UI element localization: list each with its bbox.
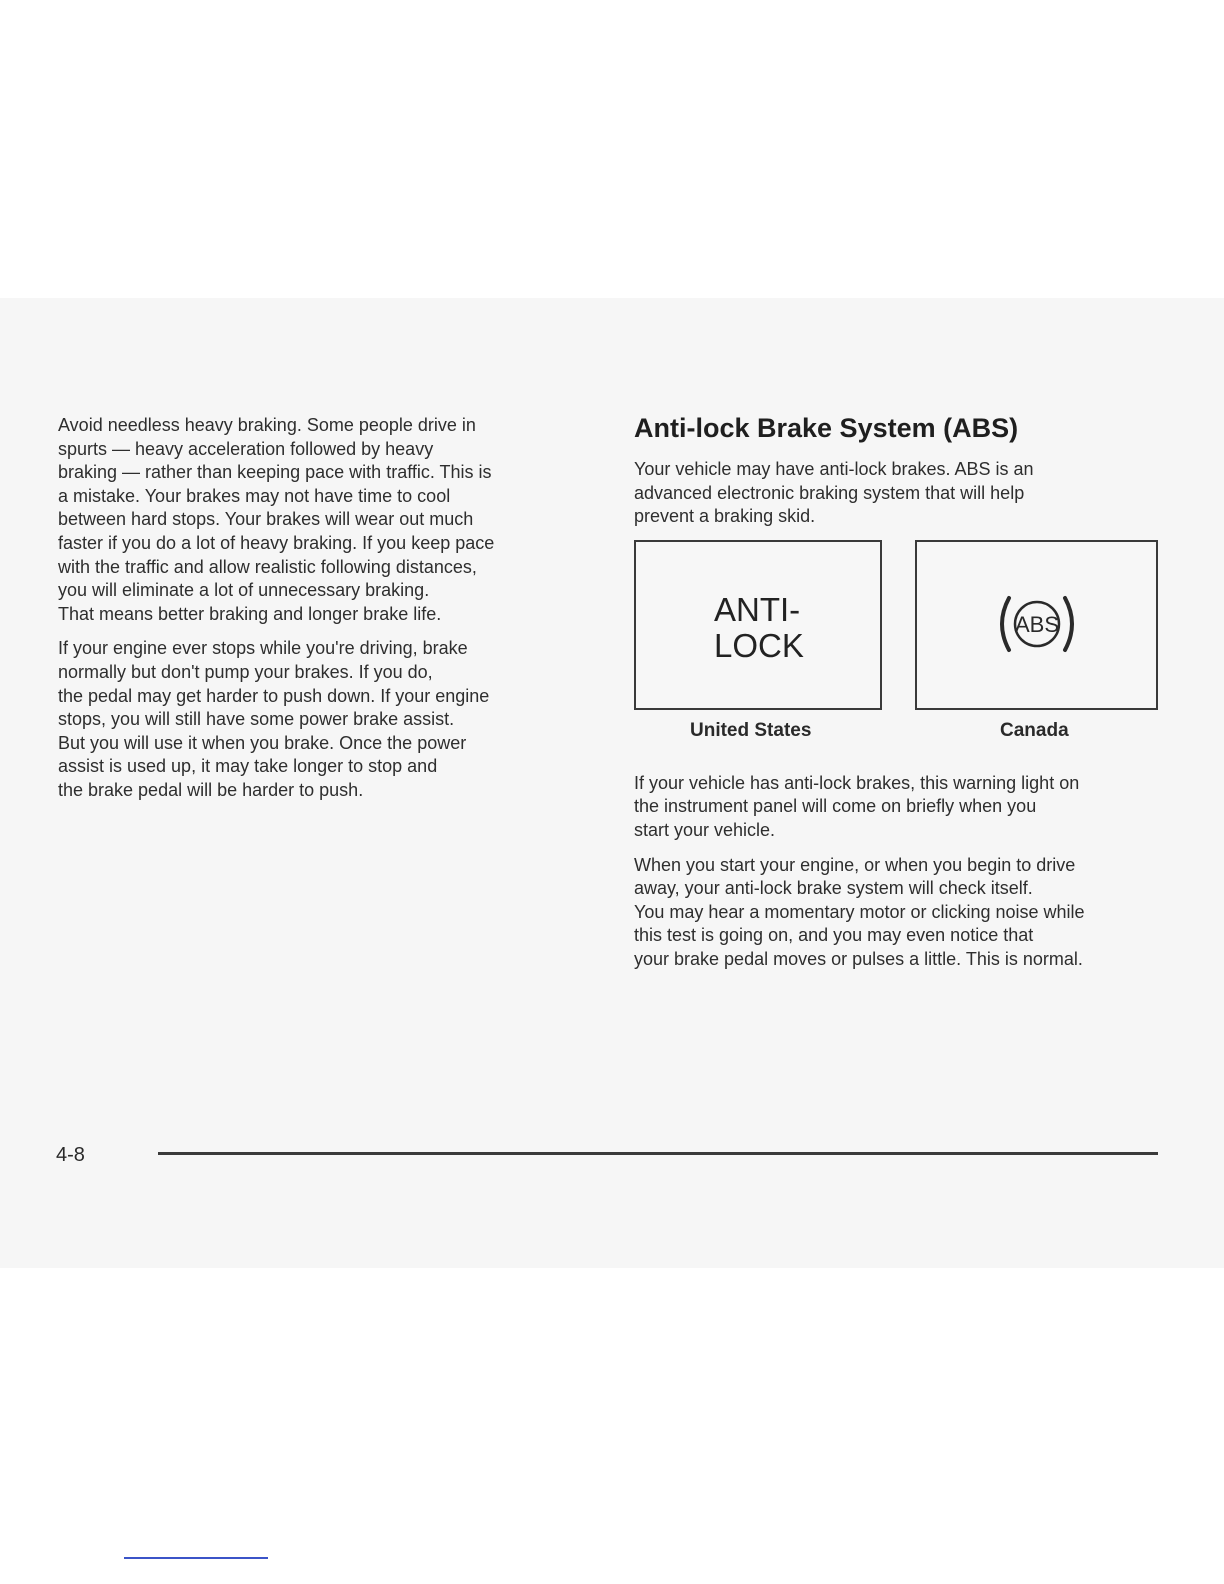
text-line: That means better braking and longer brake life. [58,603,442,624]
text-line: If your vehicle has anti-lock brakes, this warning light on [634,772,1080,793]
text-line: faster if you do a lot of heavy braking. If you keep pace [58,532,495,553]
text-line: you will eliminate a lot of unnecessary braking. [58,580,430,601]
text-line: assist is used up, it may take longer to stop and [58,756,438,777]
text-line: spurts — heavy acceleration followed by heavy [58,438,434,459]
text-line: the pedal may get harder to push down. If your engine [58,685,490,706]
text-line: advanced electronic braking system that will help [634,482,1025,503]
text-line: But you will use it when you brake. Once the power [58,732,467,753]
warning-light-figures [634,540,1174,748]
abs-symbol-text: ABS [1014,611,1060,637]
text-line: When you start your engine, or when you begin to drive [634,854,1076,875]
paragraph-self-check [634,854,1174,972]
text-line: the brake pedal will be harder to push. [58,779,364,800]
canada-warning-light-box [915,540,1158,710]
text-line: the instrument panel will come on briefly when you [634,796,1037,817]
us-warning-light-box [634,540,882,710]
left-column [58,414,588,814]
text-line: your brake pedal moves or pulses a little. This is normal. [634,948,1083,969]
caption-canada: Canada [1000,719,1069,741]
paragraph-braking-tips [58,414,588,626]
text-line: prevent a braking skid. [634,506,816,527]
text-line: with the traffic and allow realistic following distances, [58,556,477,577]
paragraph-abs-intro [634,458,1174,529]
right-column [634,410,1174,983]
text-line: between hard stops. Your brakes will wear out much [58,509,474,530]
page-number: 4-8 [56,1144,85,1166]
anti-lock-line1: ANTI- [714,590,801,628]
text-line: a mistake. Your brakes may not have time to cool [58,485,451,506]
text-line: Avoid needless heavy braking. Some people drive in [58,415,476,435]
anti-lock-line2: LOCK [714,626,804,664]
text-line: normally but don't pump your brakes. If you do, [58,661,433,682]
abs-warning-icon [989,586,1085,662]
anti-lock-label [714,592,804,664]
footer-rule [158,1152,1158,1155]
text-line: this test is going on, and you may even notice that [634,925,1034,946]
paragraph-warning-light [634,772,1174,843]
section-heading: Anti-lock Brake System (ABS) [634,413,1019,443]
paragraph-engine-stops [58,637,588,802]
text-line: Your vehicle may have anti-lock brakes. ABS is an [634,459,1034,479]
caption-united-states: United States [690,719,812,741]
text-line: You may hear a momentary motor or clicking noise while [634,901,1085,922]
bottom-link-line [124,1557,268,1559]
text-line: away, your anti-lock brake system will check itself. [634,878,1033,899]
text-line: If your engine ever stops while you're driving, brake [58,638,468,659]
text-line: start your vehicle. [634,819,776,840]
text-line: braking — rather than keeping pace with traffic. This is [58,462,492,483]
text-line: stops, you will still have some power brake assist. [58,709,455,730]
